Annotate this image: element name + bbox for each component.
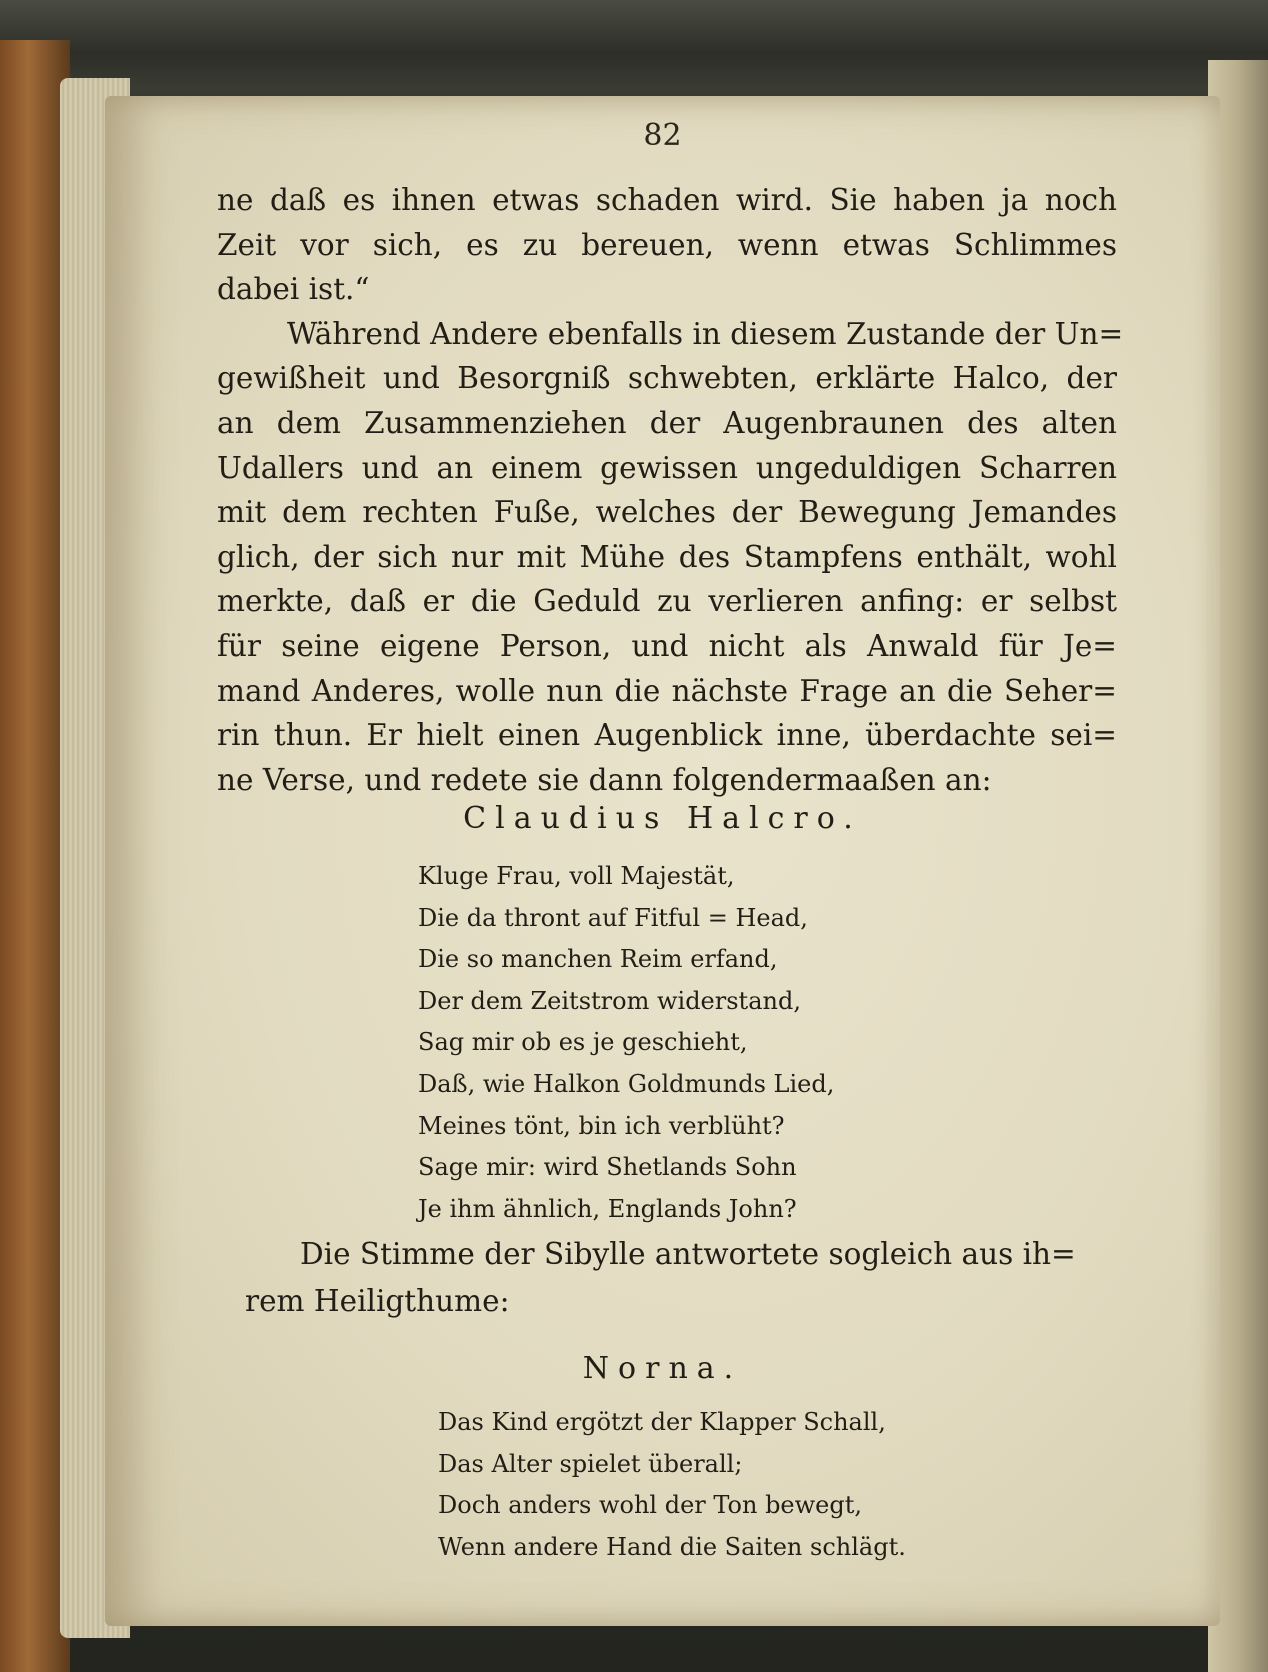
text-line: rin thun. Er hielt einen Augenblick inne, überdachte sei= [217, 718, 1117, 753]
text-line: für seine eigene Person, und nicht als Anwald für Je= [217, 628, 1117, 663]
text-line: Zeit vor sich, es zu bereuen, wenn etwas Schlimmes [217, 227, 1117, 262]
verse-line: Doch anders wohl der Ton bewegt, [438, 1491, 863, 1520]
speaker-heading-norna: Norna. [582, 1351, 743, 1386]
verse-halcro [418, 856, 834, 1230]
main-paragraph [217, 178, 1124, 802]
verse-line: Das Kind ergötzt der Klapper Schall, [438, 1408, 886, 1436]
verse-line: Meines tönt, bin ich verblüht? [418, 1111, 785, 1140]
text-line: mand Anderes, wolle nun die nächste Frage an die Seher= [217, 673, 1117, 708]
text-line: ne daß es ihnen etwas schaden wird. Sie haben ja noch [217, 183, 1117, 217]
verse-line: Die so manchen Reim erfand, [418, 945, 778, 974]
verse-line: Sage mir: wird Shetlands Sohn [418, 1153, 797, 1182]
verse-line: Kluge Frau, voll Majestät, [418, 862, 735, 890]
text-line: Die Stimme der Sibylle antwortete sogleich aus ih= [300, 1237, 1076, 1271]
text-line: dabei ist.“ [217, 272, 370, 307]
text-line: ne Verse, und redete sie dann folgendermaaßen an: [217, 762, 992, 797]
verse-norna [438, 1402, 906, 1568]
speaker-heading-halcro: Claudius Halcro. [463, 801, 862, 836]
book-cover-top [0, 0, 1268, 90]
verse-line: Wenn andere Hand die Saiten schlägt. [438, 1532, 906, 1561]
text-line: mit dem rechten Fuße, welches der Bewegung Jemandes [217, 495, 1117, 530]
page-number: 82 [643, 118, 682, 153]
text-line: gewißheit und Besorgniß schwebten, erklärte Halco, der [217, 361, 1117, 396]
reply-paragraph [245, 1231, 1205, 1325]
text-line: Udallers und an einem gewissen ungeduldigen Scharren [217, 450, 1117, 485]
text-line: glich, der sich nur mit Mühe des Stampfens enthält, wohl [217, 539, 1117, 574]
text-line: an dem Zusammenziehen der Augenbraunen des alten [217, 405, 1117, 440]
text-line: rem Heiligthume: [245, 1284, 510, 1318]
verse-line: Die da thront auf Fitful = Head, [418, 903, 808, 932]
verse-line: Das Alter spielet überall; [438, 1449, 743, 1478]
book-page [105, 96, 1220, 1626]
verse-line: Der dem Zeitstrom widerstand, [418, 986, 801, 1015]
text-line: merkte, daß er die Geduld zu verlieren anfing: er selbst [217, 584, 1117, 619]
verse-line: Je ihm ähnlich, Englands John? [418, 1194, 797, 1223]
text-line: Während Andere ebenfalls in diesem Zustande der Un= [287, 316, 1124, 351]
verse-line: Sag mir ob es je geschieht, [418, 1028, 748, 1057]
verse-line: Daß, wie Halkon Goldmunds Lied, [418, 1069, 835, 1098]
